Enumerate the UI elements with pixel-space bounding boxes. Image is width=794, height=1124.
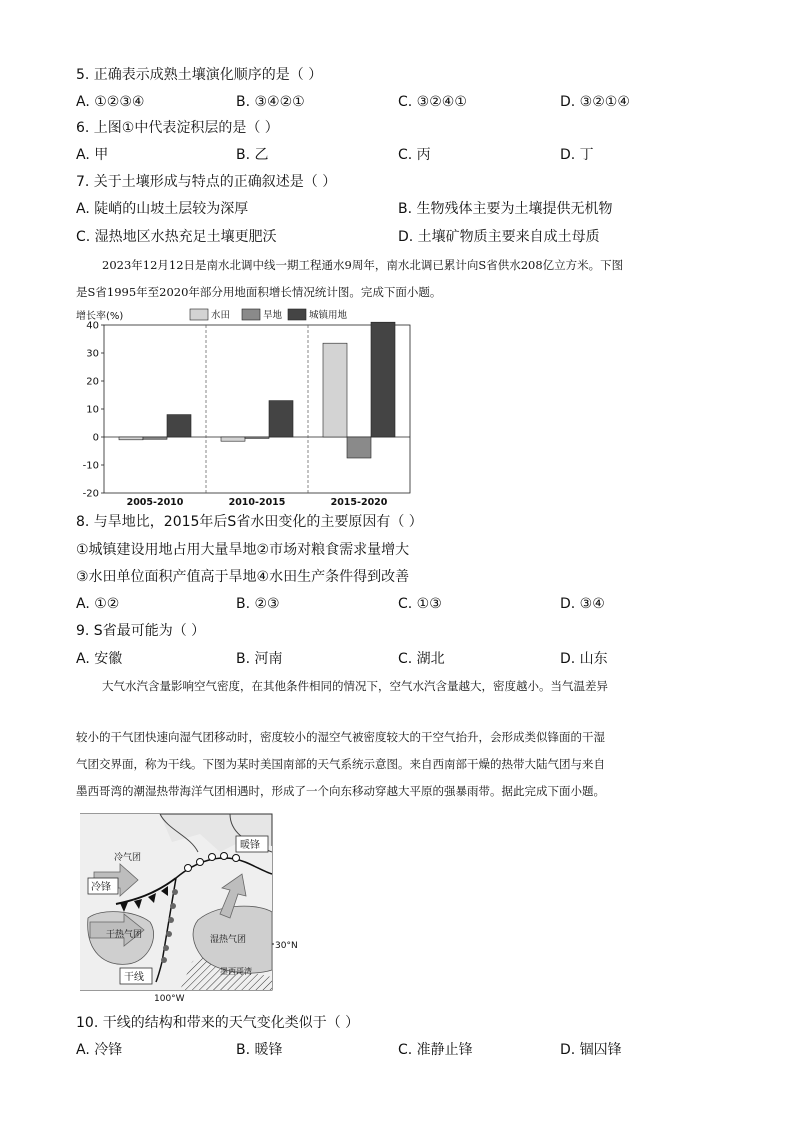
q6-option-b[interactable]: B. 乙 [236, 147, 269, 163]
label-cold-air: 冷气团 [114, 853, 142, 863]
label-dryline: 干线 [124, 972, 144, 983]
q7-option-c[interactable]: C. 湿热地区水热充足土壤更肥沃 [76, 229, 277, 245]
y-tick-label: -20 [82, 488, 99, 500]
legend-swatch [242, 309, 260, 320]
weather-system-map [80, 812, 312, 1004]
passage1-line1: 2023年12月12日是南水北调中线一期工程通水9周年，南水北调已累计向S省供水208亿立方米。下图 [102, 258, 624, 272]
bar-urban [269, 401, 293, 437]
q6-option-d[interactable]: D. 丁 [560, 147, 594, 163]
y-tick-label: 10 [86, 404, 99, 416]
y-tick-label: 30 [86, 348, 99, 360]
label-gulf: 墨西哥湾 [220, 967, 252, 976]
q9-option-a[interactable]: A. 安徽 [76, 651, 123, 667]
q9-stem: 9. S省最可能为（ ） [76, 623, 206, 639]
x-tick-label: 2010-2015 [228, 497, 286, 508]
passage1-line2: 是S省1995年至2020年部分用地面积增长情况统计图。完成下面小题。 [76, 285, 442, 299]
q10-option-a[interactable]: A. 冷锋 [76, 1042, 123, 1058]
q7-stem: 7. 关于土壤形成与特点的正确叙述是（ ） [76, 174, 337, 190]
land-growth-chart [72, 305, 422, 510]
y-tick-label: 40 [86, 320, 99, 332]
q10-option-c[interactable]: C. 准静止锋 [398, 1042, 473, 1058]
y-tick-label: 20 [86, 376, 99, 388]
bar-dryland [245, 437, 269, 438]
bar-paddy [119, 437, 143, 440]
q9-option-b[interactable]: B. 河南 [236, 651, 283, 667]
q8-option-d[interactable]: D. ③④ [560, 596, 605, 612]
passage2-line1: 大气水汽含量影响空气密度，在其他条件相同的情况下，空气水汽含量越大，密度越小。当气温差异 [102, 679, 608, 693]
q7-option-a[interactable]: A. 陡峭的山坡土层较为深厚 [76, 201, 249, 217]
q10-stem: 10. 干线的结构和带来的天气变化类似于（ ） [76, 1015, 360, 1031]
legend-swatch [190, 309, 208, 320]
bar-dryland [143, 437, 167, 439]
label-latitude: 30°N [275, 941, 298, 951]
q10-option-b[interactable]: B. 暖锋 [236, 1042, 283, 1058]
q9-option-c[interactable]: C. 湖北 [398, 651, 445, 667]
bar-paddy [323, 343, 347, 437]
label-dry-air: 干热气团 [106, 930, 143, 940]
q8-option-b[interactable]: B. ②③ [236, 596, 280, 612]
q8-statement-1: ①城镇建设用地占用大量旱地②市场对粮食需求量增大 [76, 542, 410, 558]
q10-option-d[interactable]: D. 锢囚锋 [560, 1042, 622, 1058]
q7-option-d[interactable]: D. 土壤矿物质主要来自成土母质 [398, 229, 600, 245]
q5-option-c[interactable]: C. ③②④① [398, 94, 467, 110]
legend-swatch [288, 309, 306, 320]
chart-legend [190, 309, 348, 321]
bar-paddy [221, 437, 245, 441]
label-cold-front: 冷锋 [91, 882, 111, 893]
q7-option-b[interactable]: B. 生物残体主要为土壤提供无机物 [398, 201, 613, 217]
passage2-line4: 墨西哥湾的潮湿热带海洋气团相遇时，形成了一个向东移动穿越大平原的强暴雨带。据此完成下面小题。 [76, 784, 605, 798]
q6-option-a[interactable]: A. 甲 [76, 147, 109, 163]
x-tick-label: 2015-2020 [330, 497, 388, 508]
legend-label: 水田 [211, 310, 231, 321]
q5-option-d[interactable]: D. ③②①④ [560, 94, 630, 110]
passage2-line2: 较小的干气团快速向湿气团移动时，密度较小的湿空气被密度较大的干空气抬升，会形成类似锋面的干湿 [76, 730, 605, 744]
passage2-line3: 气团交界面，称为干线。下图为某时美国南部的天气系统示意图。来自西南部干燥的热带大陆气团与来自 [76, 757, 605, 771]
q5-option-b[interactable]: B. ③④②① [236, 94, 305, 110]
q8-option-c[interactable]: C. ①③ [398, 596, 442, 612]
y-tick-label: -10 [82, 460, 99, 472]
label-warm-front: 暖锋 [240, 840, 260, 851]
chart-ylabel: 增长率(%) [76, 311, 124, 322]
x-tick-label: 2005-2010 [126, 497, 184, 508]
q8-statement-2: ③水田单位面积产值高于旱地④水田生产条件得到改善 [76, 569, 410, 585]
label-humid-air: 湿热气团 [210, 935, 247, 945]
q8-option-a[interactable]: A. ①② [76, 596, 120, 612]
bar-dryland [347, 437, 371, 458]
q6-option-c[interactable]: C. 丙 [398, 147, 431, 163]
q6-stem: 6. 上图①中代表淀积层的是（ ） [76, 120, 279, 136]
chart-frame [104, 325, 410, 493]
label-longitude: 100°W [154, 994, 185, 1004]
legend-label: 旱地 [263, 310, 283, 321]
bar-urban [167, 415, 191, 437]
q8-stem: 8. 与旱地比，2015年后S省水田变化的主要原因有（ ） [76, 514, 423, 530]
q5-option-a[interactable]: A. ①②③④ [76, 94, 145, 110]
q5-stem: 5. 正确表示成熟土壤演化顺序的是（ ） [76, 67, 323, 83]
bar-urban [371, 322, 395, 437]
q9-option-d[interactable]: D. 山东 [560, 651, 608, 667]
legend-label: 城镇用地 [309, 310, 348, 321]
y-tick-label: 0 [92, 432, 99, 444]
